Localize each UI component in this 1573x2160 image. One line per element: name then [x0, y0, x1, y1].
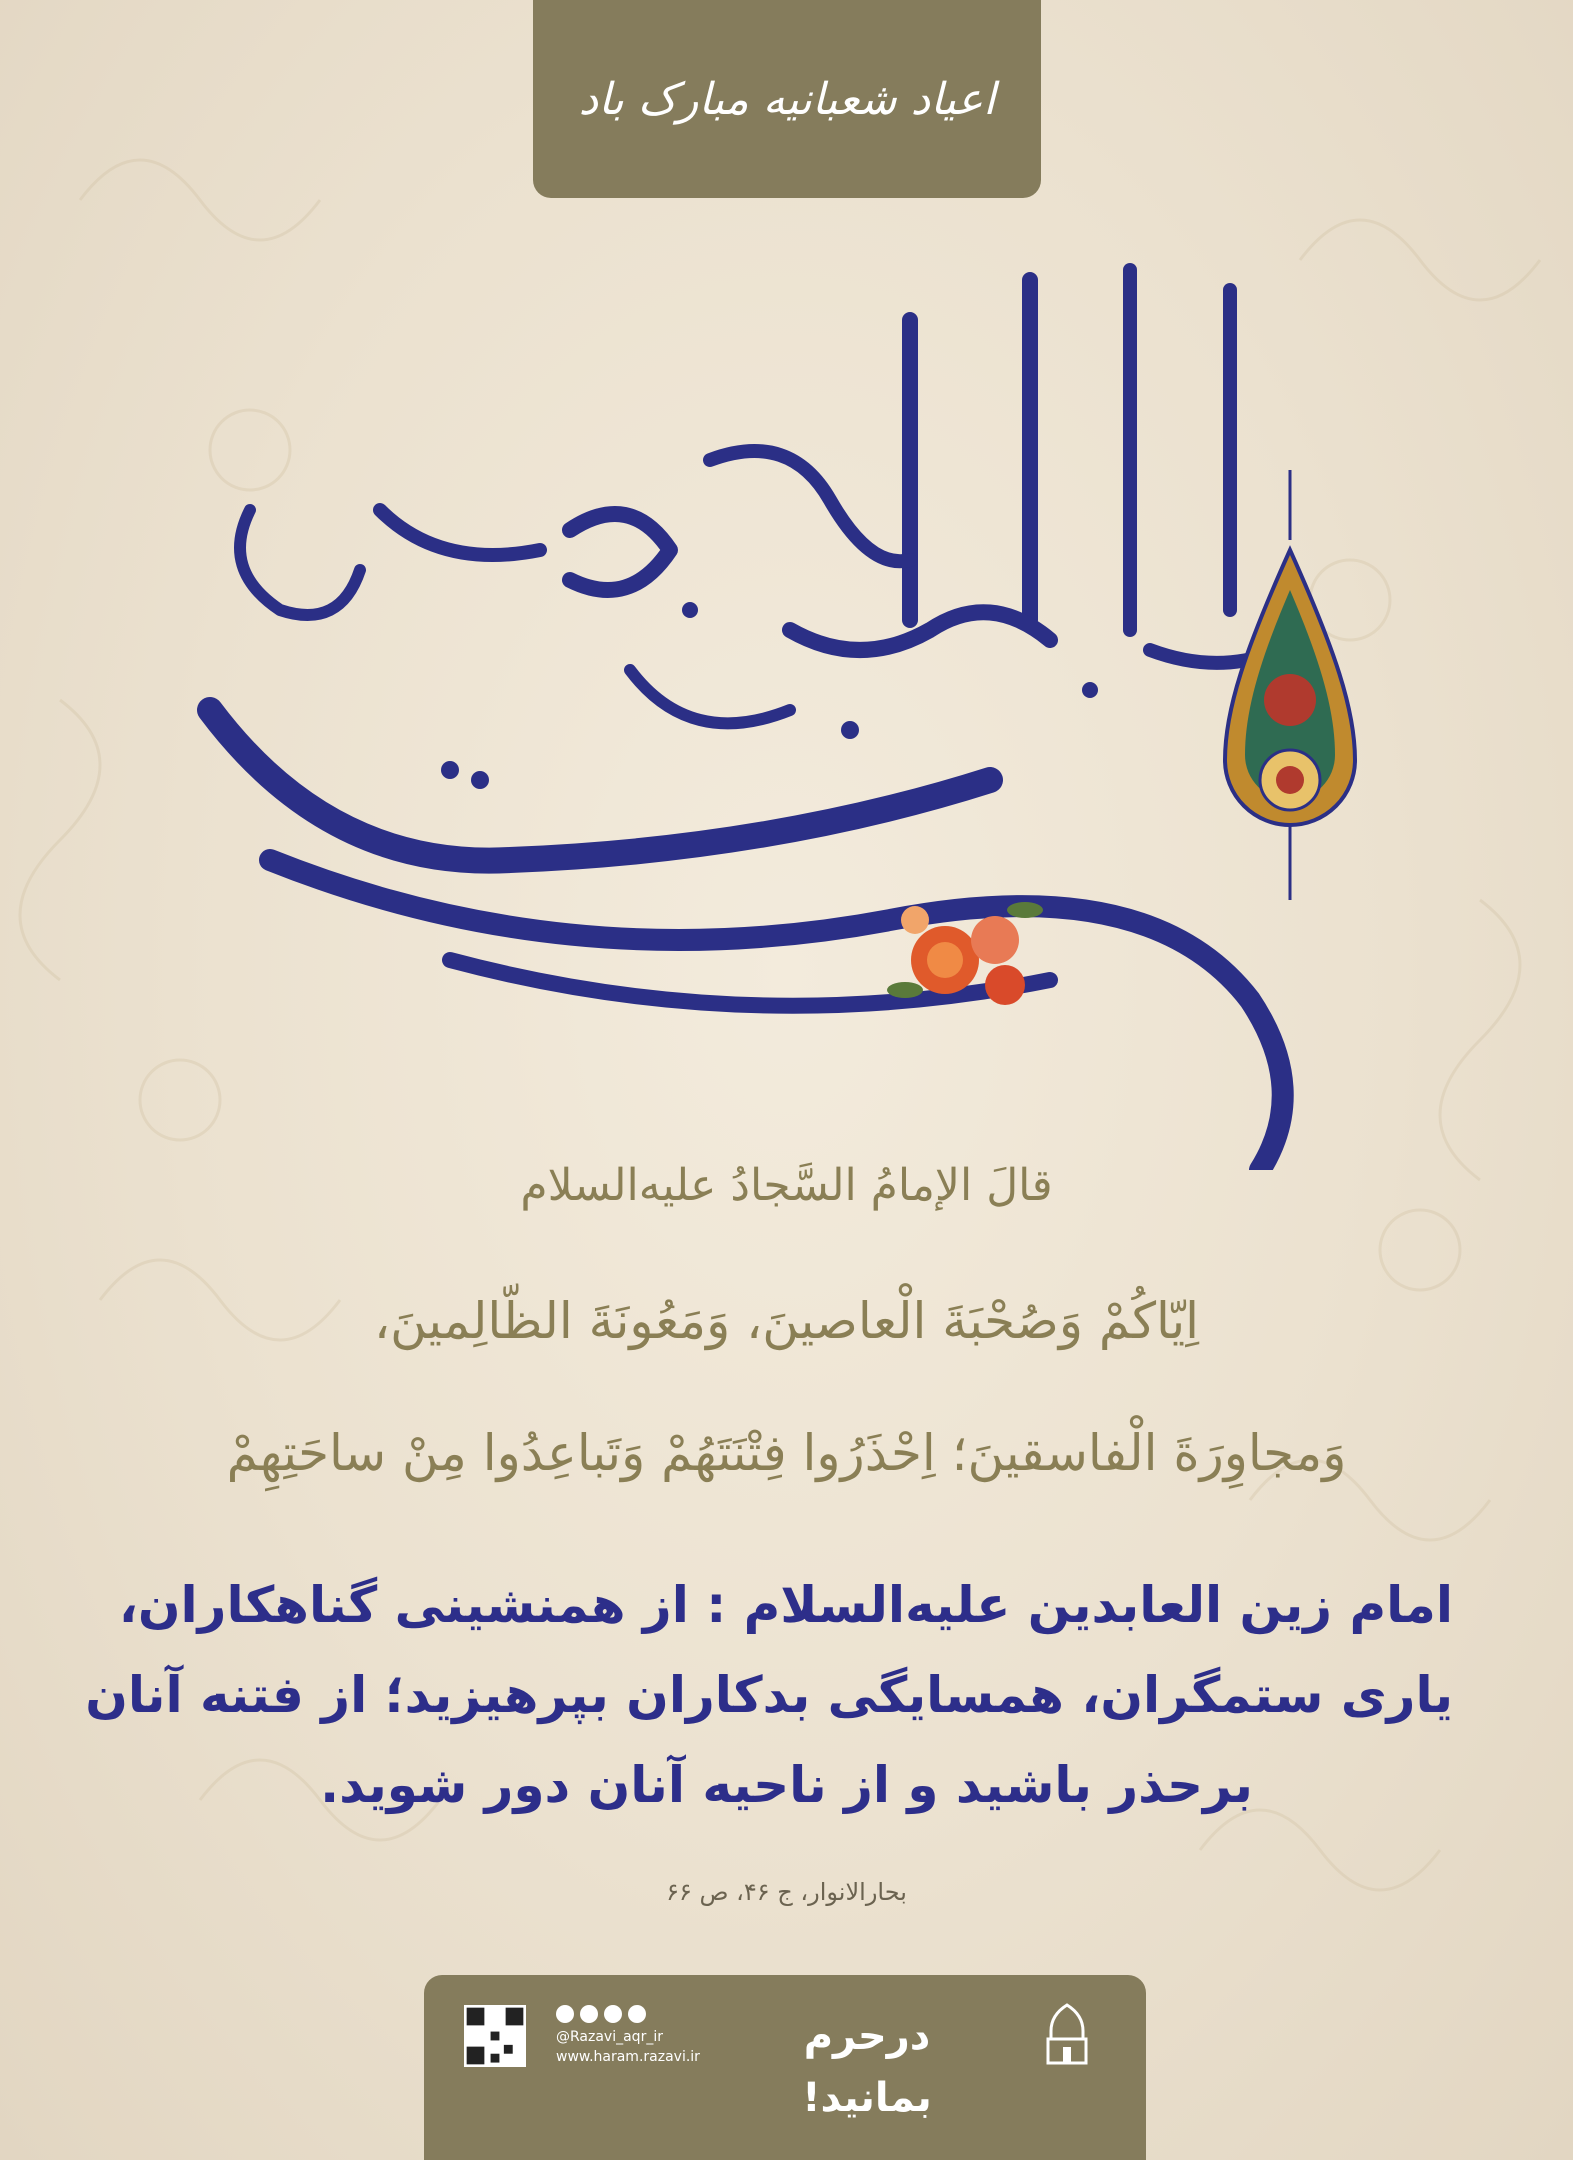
hadith-intro: قالَ الإمامُ السَّجادُ علیه‌السلام: [520, 1160, 1053, 1211]
source-citation: بحارالانوار، ج ۴۶، ص ۶۶: [666, 1878, 907, 1906]
top-banner: [533, 0, 1041, 198]
persian-translation: [85, 1560, 1453, 1830]
social-icons: [556, 2005, 726, 2023]
banner-title: اعیاد شعبانیه مبارک باد: [578, 73, 996, 125]
calligraphy-artwork: [150, 210, 1380, 1170]
teardrop-ornament: [1215, 470, 1365, 900]
bottom-banner: [424, 1975, 1146, 2160]
translation-line-2: یاری ستمگران، همسایگی بدکاران بپرهیزید؛ از فتنه آنان: [85, 1666, 1453, 1724]
shrine-logo-icon: [1036, 2001, 1098, 2073]
contact-info: [556, 2005, 726, 2067]
eitaa-icon[interactable]: [604, 2005, 622, 2023]
website-link[interactable]: www.haram.razavi.ir: [556, 2049, 700, 2065]
translation-line-3: برحذر باشید و از ناحیه آنان دور شوید.: [320, 1756, 1253, 1814]
instagram-icon[interactable]: [556, 2005, 574, 2023]
hadith-arabic-line-2: وَمجاوِرَةَ الْفاسقینَ؛ اِحْذَرُوا فِتْنَتَهُمْ وَتَباعِدُوا مِنْ ساحَتِهِمْ: [226, 1424, 1347, 1482]
hadith-arabic-line-1: اِیّاکُمْ وَصُحْبَةَ الْعاصینَ، وَمَعُونَةَ الظّالِمینَ،: [373, 1292, 1200, 1350]
social-handle[interactable]: @Razavi_aqr_ir: [556, 2029, 663, 2045]
qr-code[interactable]: [464, 2005, 526, 2067]
translation-line-1: امام زین العابدین علیه‌السلام : از همنشینی گناهکاران،: [118, 1576, 1453, 1634]
bale-icon[interactable]: [628, 2005, 646, 2023]
stay-home-slogan: درحرم بمانید!: [802, 2013, 932, 2121]
flower-bouquet: [885, 880, 1055, 1020]
telegram-icon[interactable]: [580, 2005, 598, 2023]
